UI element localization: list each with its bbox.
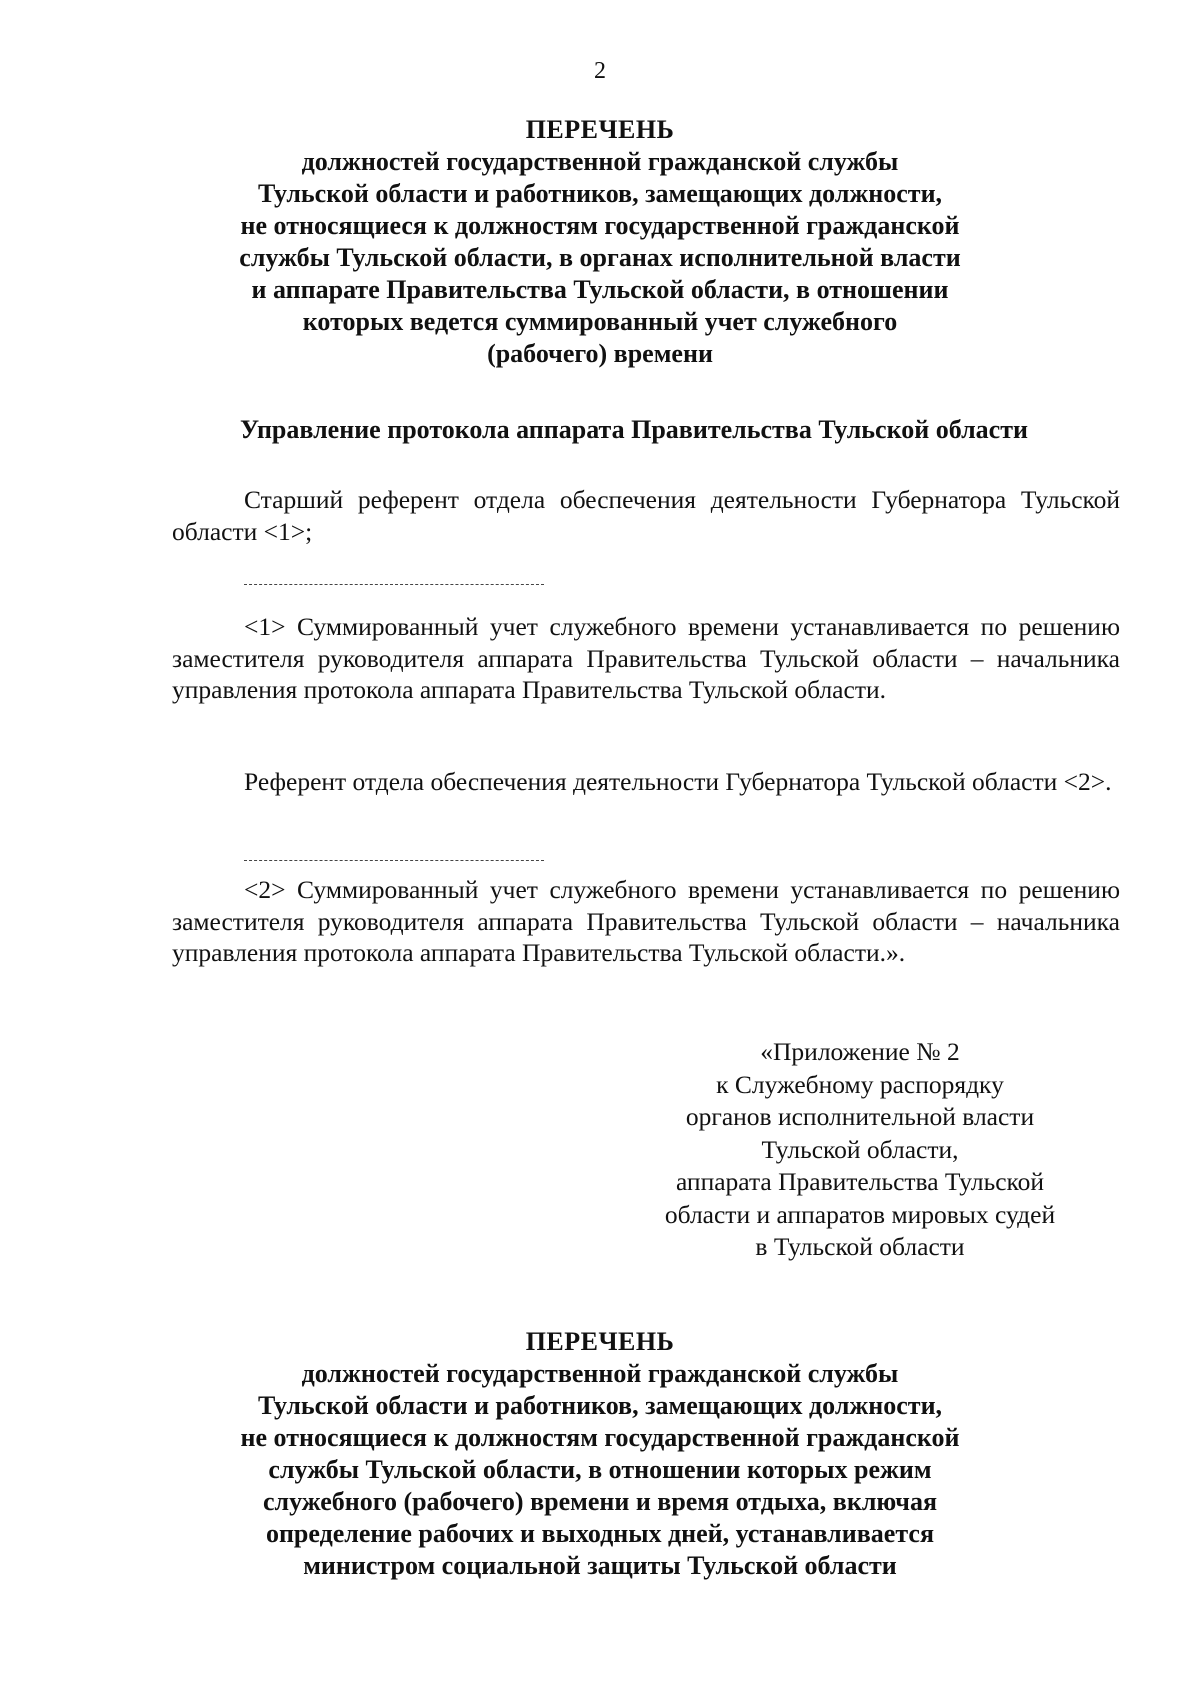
page-number: 2 (594, 58, 606, 84)
footnote-1: <1> Суммированный учет служебного времени устанавливается по решению заместителя руководителя аппарата Правительства Тульской области – начальника управления протокола аппарата Правительства Тульской области. (172, 612, 1120, 704)
list-2-heading: ПЕРЕЧЕНЬ (525, 1327, 675, 1356)
list-1-heading: ПЕРЕЧЕНЬ (525, 115, 675, 144)
list-1-title (150, 114, 1050, 370)
appendix-line: в Тульской области (755, 1232, 965, 1261)
list-2-title (150, 1326, 1050, 1582)
list-1-title-line: (рабочего) времени (487, 339, 713, 368)
footnote-separator (244, 584, 544, 585)
footnote-2: <2> Суммированный учет служебного времени устанавливается по решению заместителя руководителя аппарата Правительства Тульской области – начальника управления протокола аппарата Правительства Тульской области.». (172, 875, 1120, 967)
appendix-line: области и аппаратов мировых судей (664, 1199, 1056, 1229)
list-1-title-line: не относящиеся к должностям государственной гражданской (240, 211, 960, 240)
list-2-title-line: Тульской области и работников, замещающих должности, (257, 1391, 943, 1420)
list-2-title-line: должностей государственной гражданской службы (301, 1359, 899, 1388)
list-1-title-line: и аппарате Правительства Тульской области, в отношении (251, 275, 949, 304)
list-1-title-line: должностей государственной гражданской службы (301, 147, 899, 176)
appendix-line: к Служебному распорядку (716, 1069, 1004, 1099)
appendix-header (620, 1036, 1100, 1264)
list-2-title-line: не относящиеся к должностям государственной гражданской (240, 1423, 960, 1452)
list-1-title-line: которых ведется суммированный учет служебного (302, 307, 898, 336)
appendix-line: аппарата Правительства Тульской (675, 1167, 1045, 1196)
position-referent: Референт отдела обеспечения деятельности Губернатора Тульской области <2>. (244, 767, 1112, 796)
list-2-title-line: службы Тульской области, в отношении которых режим (268, 1455, 932, 1484)
list-2-title-line: служебного (рабочего) времени и время отдыха, включая (262, 1487, 938, 1516)
list-1-title-line: Тульской области и работников, замещающих должности, (257, 179, 943, 208)
position-senior-referent: Старший референт отдела обеспечения деятельности Губернатора Тульской области <1>; (172, 485, 1120, 546)
list-2-title-line: министром социальной защиты Тульской области (303, 1551, 897, 1580)
list-1-title-line: службы Тульской области, в органах исполнительной власти (239, 243, 961, 272)
list-2-title-line: определение рабочих и выходных дней, устанавливается (265, 1519, 935, 1548)
footnote-separator (244, 860, 544, 861)
appendix-line: органов исполнительной власти (685, 1102, 1035, 1131)
appendix-line: Тульской области, (761, 1134, 959, 1164)
section-title: Управление протокола аппарата Правительства Тульской области (240, 415, 1028, 444)
appendix-line: «Приложение № 2 (760, 1037, 960, 1066)
